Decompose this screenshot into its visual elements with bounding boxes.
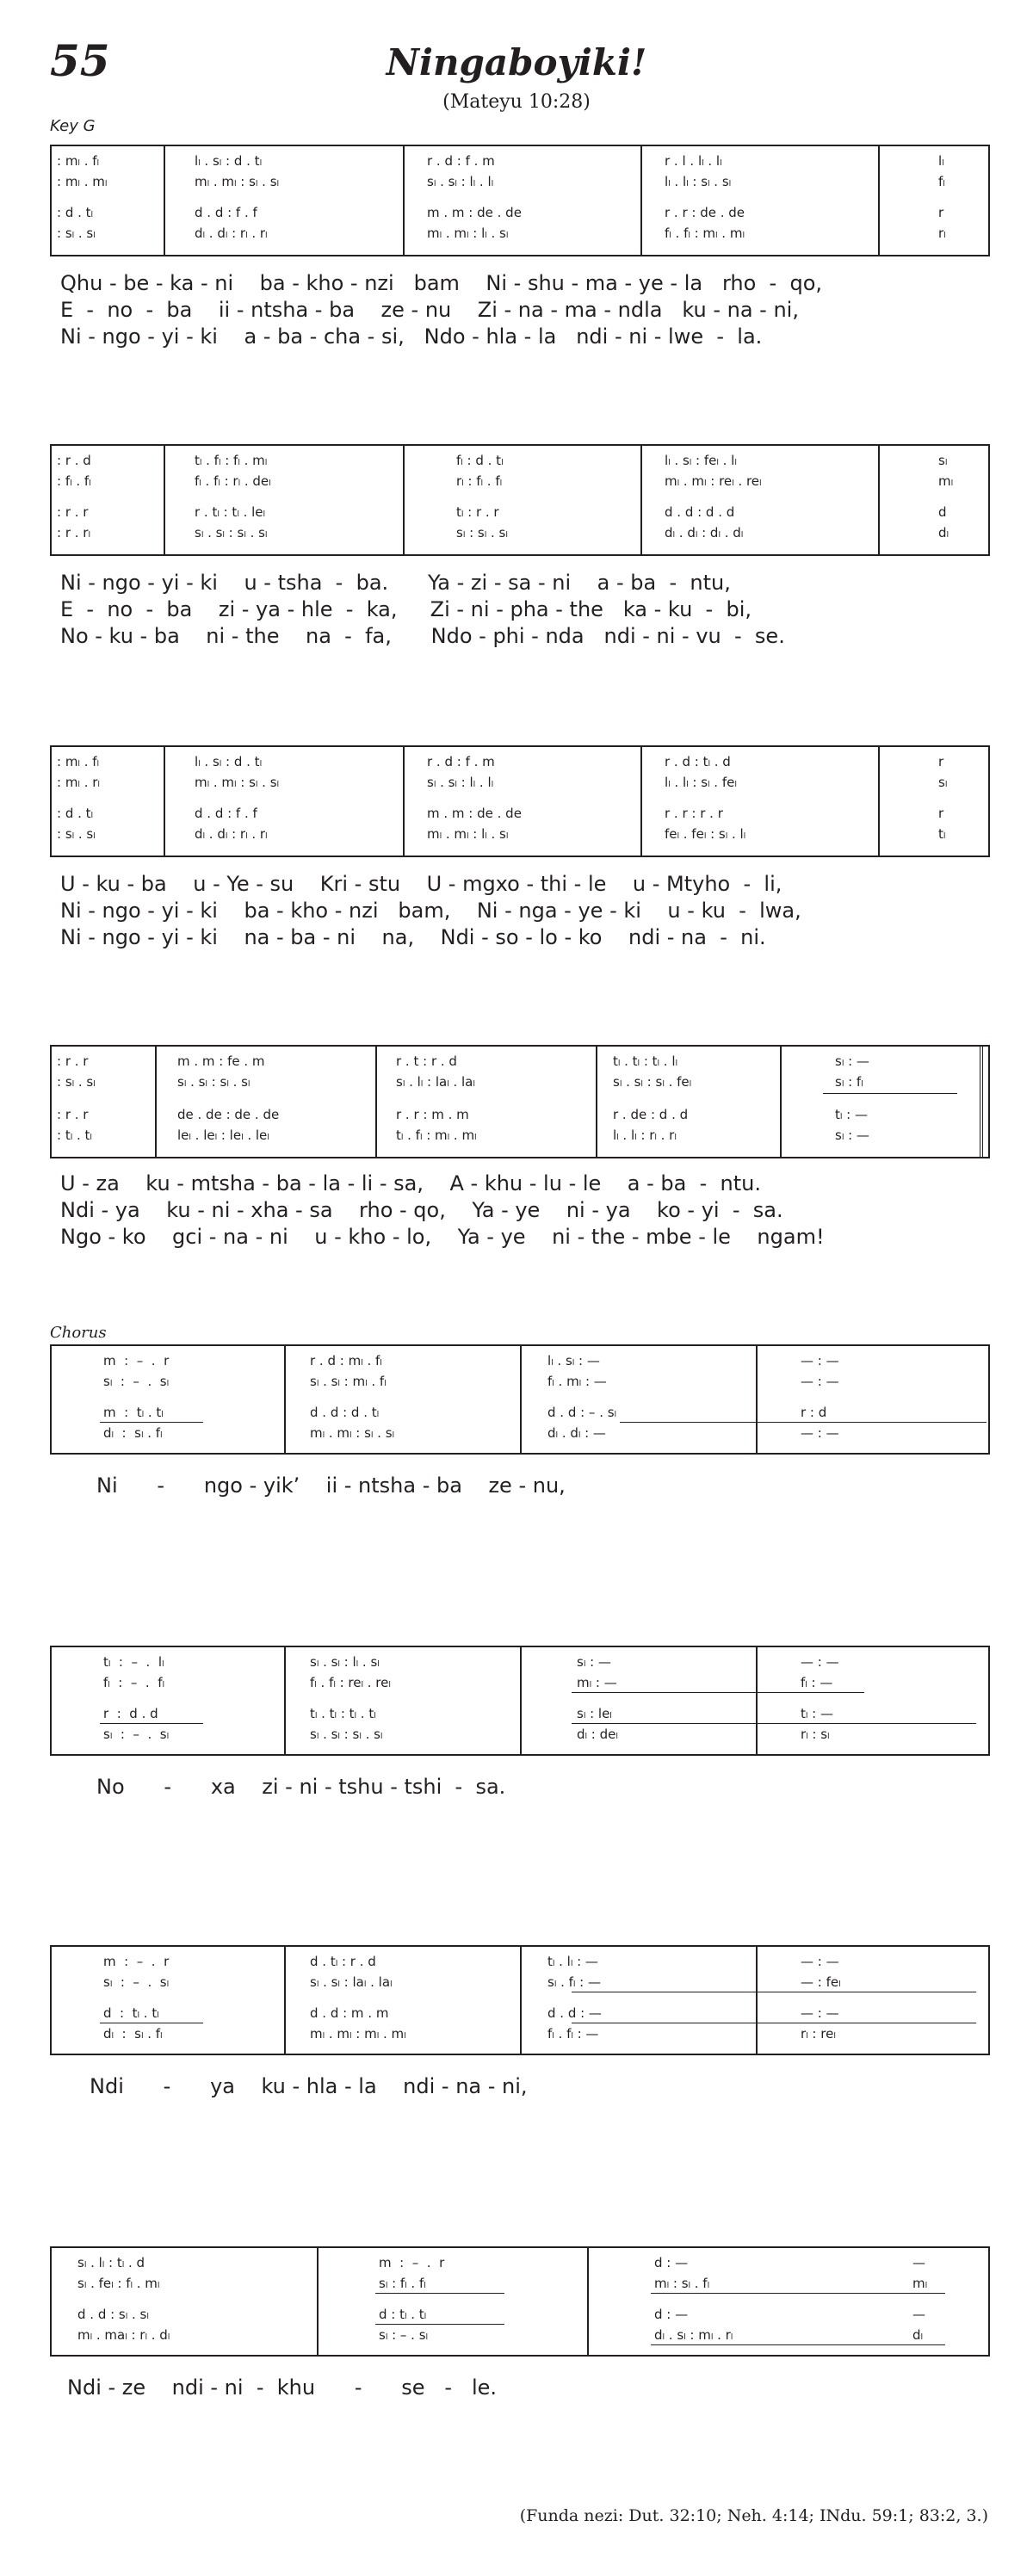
- music-system-3: [50, 745, 990, 857]
- note-cell: mₗ . maₗ : rₗ . dₗ: [77, 2327, 170, 2343]
- note-cell: fₗ : d . tₗ: [456, 453, 504, 468]
- note-cell: r : d: [801, 1405, 827, 1420]
- note-cell: fₗ : – . fₗ: [103, 1675, 165, 1690]
- scripture-footnote: (Funda nezi: Dut. 32:10; Neh. 4:14; INdu. 59:1; 83:2, 3.): [519, 2506, 988, 2525]
- note-cell: : mₗ . rₗ: [57, 775, 100, 790]
- note-cell: mₗ . mₗ : sₗ . sₗ: [195, 775, 280, 790]
- note-cell: de . de : de . de: [177, 1107, 280, 1122]
- note-cell: r . d : mₗ . fₗ: [310, 1353, 382, 1368]
- tie-line: [620, 1422, 987, 1423]
- barline: [520, 1346, 522, 1453]
- barline: [640, 146, 642, 255]
- chorus-system-4: [50, 2246, 990, 2357]
- lyric-line: Ni - ngo - yi - ki na - ba - ni na, Ndi - so - lo - ko ndi - na - ni.: [60, 925, 766, 949]
- note-cell: sₗ : – . sₗ: [379, 2327, 429, 2343]
- note-cell: lₗ . sₗ : d . tₗ: [195, 754, 263, 769]
- hymn-number: 55: [50, 35, 110, 86]
- chorus-lyric-line: Ni - ngo - yik’ ii - ntsha - ba ze - nu,: [96, 1473, 566, 1498]
- barline: [317, 2248, 319, 2355]
- note-cell: dₗ: [912, 2327, 924, 2343]
- barline: [640, 446, 642, 554]
- barline: [164, 446, 165, 554]
- note-cell: tₗ . tₗ : tₗ . lₗ: [613, 1053, 677, 1069]
- note-cell: : sₗ . sₗ: [57, 1074, 96, 1090]
- note-cell: sₗ : fₗ: [835, 1074, 863, 1090]
- note-cell: sₗ . sₗ : lₗ . lₗ: [427, 174, 494, 189]
- chorus-system-1: [50, 1344, 990, 1455]
- note-cell: sₗ : – . sₗ: [103, 1374, 170, 1389]
- note-cell: : r . r: [57, 1107, 89, 1122]
- note-cell: mₗ . mₗ : mₗ . mₗ: [310, 2026, 406, 2042]
- chorus-label: Chorus: [50, 1324, 107, 1342]
- barline: [284, 1647, 286, 1754]
- note-cell: sₗ . sₗ : sₗ . sₗ: [195, 525, 268, 541]
- note-cell: r: [938, 205, 944, 220]
- note-cell: tₗ : – . lₗ: [103, 1654, 164, 1670]
- note-cell: r . r : r . r: [665, 806, 723, 821]
- note-cell: r . t : r . d: [396, 1053, 457, 1069]
- note-cell: mₗ . mₗ : lₗ . sₗ: [427, 826, 509, 842]
- note-cell: lₗ . lₗ : rₗ . rₗ: [613, 1127, 677, 1143]
- music-system-1: [50, 145, 990, 256]
- note-cell: m . m : de . de: [427, 806, 522, 821]
- verse-lyrics-3: [60, 871, 973, 951]
- chorus-lyric-line: Ndi - ze ndi - ni - khu - se - le.: [67, 2375, 498, 2400]
- key-signature: Key G: [50, 117, 96, 135]
- note-cell: r . de : d . d: [613, 1107, 689, 1122]
- note-cell: d : —: [654, 2255, 689, 2270]
- note-cell: fₗ . fₗ : reₗ . reₗ: [310, 1675, 391, 1690]
- tie-line: [651, 2293, 945, 2294]
- chorus-system-2: [50, 1646, 990, 1756]
- tie-line: [100, 1422, 203, 1423]
- note-cell: tₗ . fₗ : fₗ . mₗ: [195, 453, 268, 468]
- note-cell: fₗ . fₗ : —: [547, 2026, 599, 2042]
- chorus-system-3: [50, 1945, 990, 2055]
- barline: [375, 1047, 377, 1157]
- note-cell: mₗ: [912, 2276, 928, 2291]
- music-system-2: [50, 444, 990, 556]
- lyric-line: Ngo - ko gci - na - ni u - kho - lo, Ya - ye ni - the - mbe - le ngam!: [60, 1225, 825, 1249]
- barline: [640, 747, 642, 856]
- note-cell: sₗ . sₗ : mₗ . fₗ: [310, 1374, 387, 1389]
- note-cell: d . d : —: [547, 2005, 602, 2021]
- lyric-line: Ni - ngo - yi - ki u - tsha - ba. Ya - zi - sa - ni a - ba - ntu,: [60, 571, 731, 595]
- note-cell: m : – . r: [379, 2255, 445, 2270]
- note-cell: : r . r: [57, 504, 89, 520]
- note-cell: sₗ . sₗ : sₗ . feₗ: [613, 1074, 692, 1090]
- note-cell: r . l . lₗ . lₗ: [665, 153, 722, 169]
- note-cell: : r . rₗ: [57, 525, 90, 541]
- note-cell: rₗ: [938, 225, 946, 241]
- note-cell: : mₗ . mₗ: [57, 174, 108, 189]
- barline: [403, 446, 405, 554]
- tie-line: [651, 2344, 945, 2345]
- note-cell: dₗ . sₗ : mₗ . rₗ: [654, 2327, 733, 2343]
- note-cell: tₗ : —: [835, 1107, 868, 1122]
- note-cell: m . m : de . de: [427, 205, 522, 220]
- barline: [164, 747, 165, 856]
- lyric-line: E - no - ba zi - ya - hle - ka, Zi - ni - pha - the ka - ku - bi,: [60, 597, 752, 621]
- note-cell: sₗ . sₗ : lₗ . lₗ: [427, 775, 494, 790]
- note-cell: d . d : sₗ . sₗ: [77, 2307, 149, 2322]
- note-cell: tₗ . fₗ : mₗ . mₗ: [396, 1127, 477, 1143]
- note-cell: sₗ : leₗ: [577, 1706, 612, 1721]
- note-cell: dₗ : sₗ . fₗ: [103, 1425, 163, 1441]
- music-system-4: [50, 1045, 990, 1158]
- note-cell: rₗ : sₗ: [801, 1727, 830, 1742]
- note-cell: lₗ . sₗ : d . tₗ: [195, 153, 263, 169]
- note-cell: : fₗ . fₗ: [57, 473, 91, 489]
- note-cell: m : tₗ . tₗ: [103, 1405, 164, 1420]
- note-cell: sₗ . lₗ : tₗ . d: [77, 2255, 145, 2270]
- note-cell: sₗ . sₗ : laₗ . laₗ: [310, 1974, 393, 1990]
- chorus-lyric-line: Ndi - ya ku - hla - la ndi - na - ni,: [90, 2074, 528, 2098]
- note-cell: dₗ: [938, 525, 949, 541]
- note-cell: — : —: [801, 2005, 839, 2021]
- note-cell: mₗ: [938, 473, 954, 489]
- note-cell: sₗ . feₗ : fₗ . mₗ: [77, 2276, 160, 2291]
- note-cell: r . d : f . m: [427, 754, 495, 769]
- verse-lyrics-4: [60, 1171, 973, 1251]
- note-cell: tₗ: [938, 826, 946, 842]
- note-cell: mₗ . mₗ : sₗ . sₗ: [195, 174, 280, 189]
- note-cell: tₗ . tₗ : tₗ . tₗ: [310, 1706, 376, 1721]
- note-cell: sₗ : – . sₗ: [103, 1727, 170, 1742]
- note-cell: mₗ . mₗ : sₗ . sₗ: [310, 1425, 395, 1441]
- barline: [878, 446, 880, 554]
- note-cell: fₗ . mₗ : —: [547, 1374, 607, 1389]
- note-cell: m : – . r: [103, 1954, 170, 1969]
- note-cell: lₗ . lₗ : sₗ . feₗ: [665, 775, 737, 790]
- note-cell: sₗ : fₗ . fₗ: [379, 2276, 426, 2291]
- barline: [284, 1947, 286, 2054]
- note-cell: tₗ : —: [801, 1706, 833, 1721]
- tie-line: [572, 1692, 864, 1693]
- tie-line: [375, 2293, 504, 2294]
- note-cell: : r . d: [57, 453, 91, 468]
- note-cell: d . d : – . sₗ: [547, 1405, 617, 1420]
- tie-line: [823, 1093, 957, 1094]
- barline: [780, 1047, 782, 1157]
- note-cell: fₗ : —: [801, 1675, 833, 1690]
- note-cell: — : —: [801, 1374, 839, 1389]
- note-cell: m : – . r: [103, 1353, 170, 1368]
- note-cell: rₗ : reₗ: [801, 2026, 836, 2042]
- lyric-line: Ni - ngo - yi - ki ba - kho - nzi bam, Ni - nga - ye - ki u - ku - lwa,: [60, 899, 801, 923]
- note-cell: sₗ : – . sₗ: [103, 1974, 170, 1990]
- lyric-line: No - ku - ba ni - the na - fa, Ndo - phi - nda ndi - ni - vu - se.: [60, 624, 785, 648]
- note-cell: : sₗ . sₗ: [57, 826, 96, 842]
- note-cell: d: [938, 504, 947, 520]
- verse-lyrics-2: [60, 570, 973, 650]
- tie-line: [100, 1723, 203, 1724]
- note-cell: r . r : m . m: [396, 1107, 469, 1122]
- barline: [596, 1047, 597, 1157]
- note-cell: d . tₗ : r . d: [310, 1954, 376, 1969]
- lyric-line: E - no - ba ii - ntsha - ba ze - nu Zi - na - ma - ndla ku - na - ni,: [60, 298, 799, 322]
- note-cell: dₗ . dₗ : rₗ . rₗ: [195, 826, 268, 842]
- note-cell: dₗ . dₗ : dₗ . dₗ: [665, 525, 744, 541]
- note-cell: sₗ . sₗ : sₗ . sₗ: [310, 1727, 383, 1742]
- note-cell: feₗ . feₗ : sₗ . lₗ: [665, 826, 746, 842]
- verse-lyrics-1: [60, 270, 973, 350]
- note-cell: — : —: [801, 1425, 839, 1441]
- note-cell: sₗ : sₗ . sₗ: [456, 525, 508, 541]
- note-cell: d : tₗ . tₗ: [379, 2307, 427, 2322]
- barline: [756, 1346, 758, 1453]
- note-cell: d . d : f . f: [195, 205, 257, 220]
- lyric-line: U - za ku - mtsha - ba - la - li - sa, A - khu - lu - le a - ba - ntu.: [60, 1171, 762, 1195]
- note-cell: —: [912, 2255, 925, 2270]
- note-cell: : d . tₗ: [57, 205, 94, 220]
- note-cell: r : d . d: [103, 1706, 158, 1721]
- barline: [403, 747, 405, 856]
- lyric-line: Ni - ngo - yi - ki a - ba - cha - si, Ndo - hla - la ndi - ni - lwe - la.: [60, 324, 763, 349]
- lyric-line: Ndi - ya ku - ni - xha - sa rho - qo, Ya - ye ni - ya ko - yi - sa.: [60, 1198, 783, 1222]
- barline: [155, 1047, 157, 1157]
- tie-line: [572, 1723, 976, 1724]
- note-cell: dₗ . dₗ : rₗ . rₗ: [195, 225, 268, 241]
- note-cell: sₗ . sₗ : sₗ . sₗ: [177, 1074, 251, 1090]
- note-cell: — : —: [801, 1654, 839, 1670]
- note-cell: tₗ . lₗ : —: [547, 1954, 598, 1969]
- note-cell: : mₗ . fₗ: [57, 754, 99, 769]
- note-cell: sₗ . fₗ : —: [547, 1974, 601, 1990]
- barline: [587, 2248, 589, 2355]
- note-cell: dₗ . dₗ : —: [547, 1425, 606, 1441]
- note-cell: : tₗ . tₗ: [57, 1127, 92, 1143]
- note-cell: d : —: [654, 2307, 689, 2322]
- barline: [284, 1346, 286, 1453]
- barline: [164, 146, 165, 255]
- chorus-lyric-line: No - xa zi - ni - tshu - tshi - sa.: [96, 1775, 506, 1799]
- note-cell: rₗ : fₗ . fₗ: [456, 473, 503, 489]
- note-cell: mₗ . mₗ : reₗ . reₗ: [665, 473, 762, 489]
- note-cell: — : —: [801, 1353, 839, 1368]
- lyric-line: U - ku - ba u - Ye - su Kri - stu U - mgxo - thi - le u - Mtyho - li,: [60, 872, 782, 896]
- note-cell: mₗ : sₗ . fₗ: [654, 2276, 710, 2291]
- note-cell: lₗ: [938, 153, 944, 169]
- barline: [403, 146, 405, 255]
- note-cell: fₗ . fₗ : rₗ . deₗ: [195, 473, 271, 489]
- barline: [756, 1647, 758, 1754]
- note-cell: —: [912, 2307, 925, 2322]
- note-cell: r: [938, 806, 944, 821]
- note-cell: sₗ : —: [835, 1127, 869, 1143]
- note-cell: d . d : f . f: [195, 806, 257, 821]
- note-cell: : d . tₗ: [57, 806, 94, 821]
- note-cell: lₗ . sₗ : —: [547, 1353, 600, 1368]
- note-cell: r: [938, 754, 944, 769]
- note-cell: fₗ . fₗ : mₗ . mₗ: [665, 225, 745, 241]
- note-cell: mₗ . mₗ : lₗ . sₗ: [427, 225, 509, 241]
- note-cell: r . tₗ : tₗ . leₗ: [195, 504, 265, 520]
- barline: [520, 1947, 522, 2054]
- note-cell: dₗ : sₗ . fₗ: [103, 2026, 163, 2042]
- final-barline: [980, 1047, 983, 1157]
- note-cell: sₗ : —: [577, 1654, 611, 1670]
- hymn-title: Ningaboyiki!: [386, 41, 647, 83]
- note-cell: d . d : d . tₗ: [310, 1405, 380, 1420]
- note-cell: lₗ . sₗ : feₗ . lₗ: [665, 453, 737, 468]
- tie-line: [375, 2324, 504, 2325]
- note-cell: sₗ: [938, 775, 948, 790]
- note-cell: : sₗ . sₗ: [57, 225, 96, 241]
- note-cell: mₗ : —: [577, 1675, 617, 1690]
- note-cell: d . d : d . d: [665, 504, 735, 520]
- scripture-reference: (Mateyu 10:28): [442, 91, 591, 113]
- note-cell: r . d : tₗ . d: [665, 754, 731, 769]
- note-cell: tₗ : r . r: [456, 504, 499, 520]
- note-cell: r . d : f . m: [427, 153, 495, 169]
- barline: [756, 1947, 758, 2054]
- barline: [520, 1647, 522, 1754]
- note-cell: d . d : m . m: [310, 2005, 389, 2021]
- note-cell: sₗ : —: [835, 1053, 869, 1069]
- note-cell: — : —: [801, 1954, 839, 1969]
- note-cell: d : tₗ . tₗ: [103, 2005, 159, 2021]
- note-cell: r . r : de . de: [665, 205, 745, 220]
- note-cell: — : feₗ: [801, 1974, 841, 1990]
- note-cell: : mₗ . fₗ: [57, 153, 99, 169]
- note-cell: lₗ . lₗ : sₗ . sₗ: [665, 174, 732, 189]
- note-cell: leₗ . leₗ : leₗ . leₗ: [177, 1127, 269, 1143]
- note-cell: : r . r: [57, 1053, 89, 1069]
- note-cell: m . m : fe . m: [177, 1053, 265, 1069]
- lyric-line: Qhu - be - ka - ni ba - kho - nzi bam Ni - shu - ma - ye - la rho - qo,: [60, 271, 823, 295]
- barline: [878, 747, 880, 856]
- barline: [878, 146, 880, 255]
- note-cell: sₗ . sₗ : lₗ . sₗ: [310, 1654, 380, 1670]
- note-cell: sₗ . lₗ : laₗ . laₗ: [396, 1074, 475, 1090]
- note-cell: dₗ : deₗ: [577, 1727, 618, 1742]
- note-cell: fₗ: [938, 174, 945, 189]
- note-cell: sₗ: [938, 453, 948, 468]
